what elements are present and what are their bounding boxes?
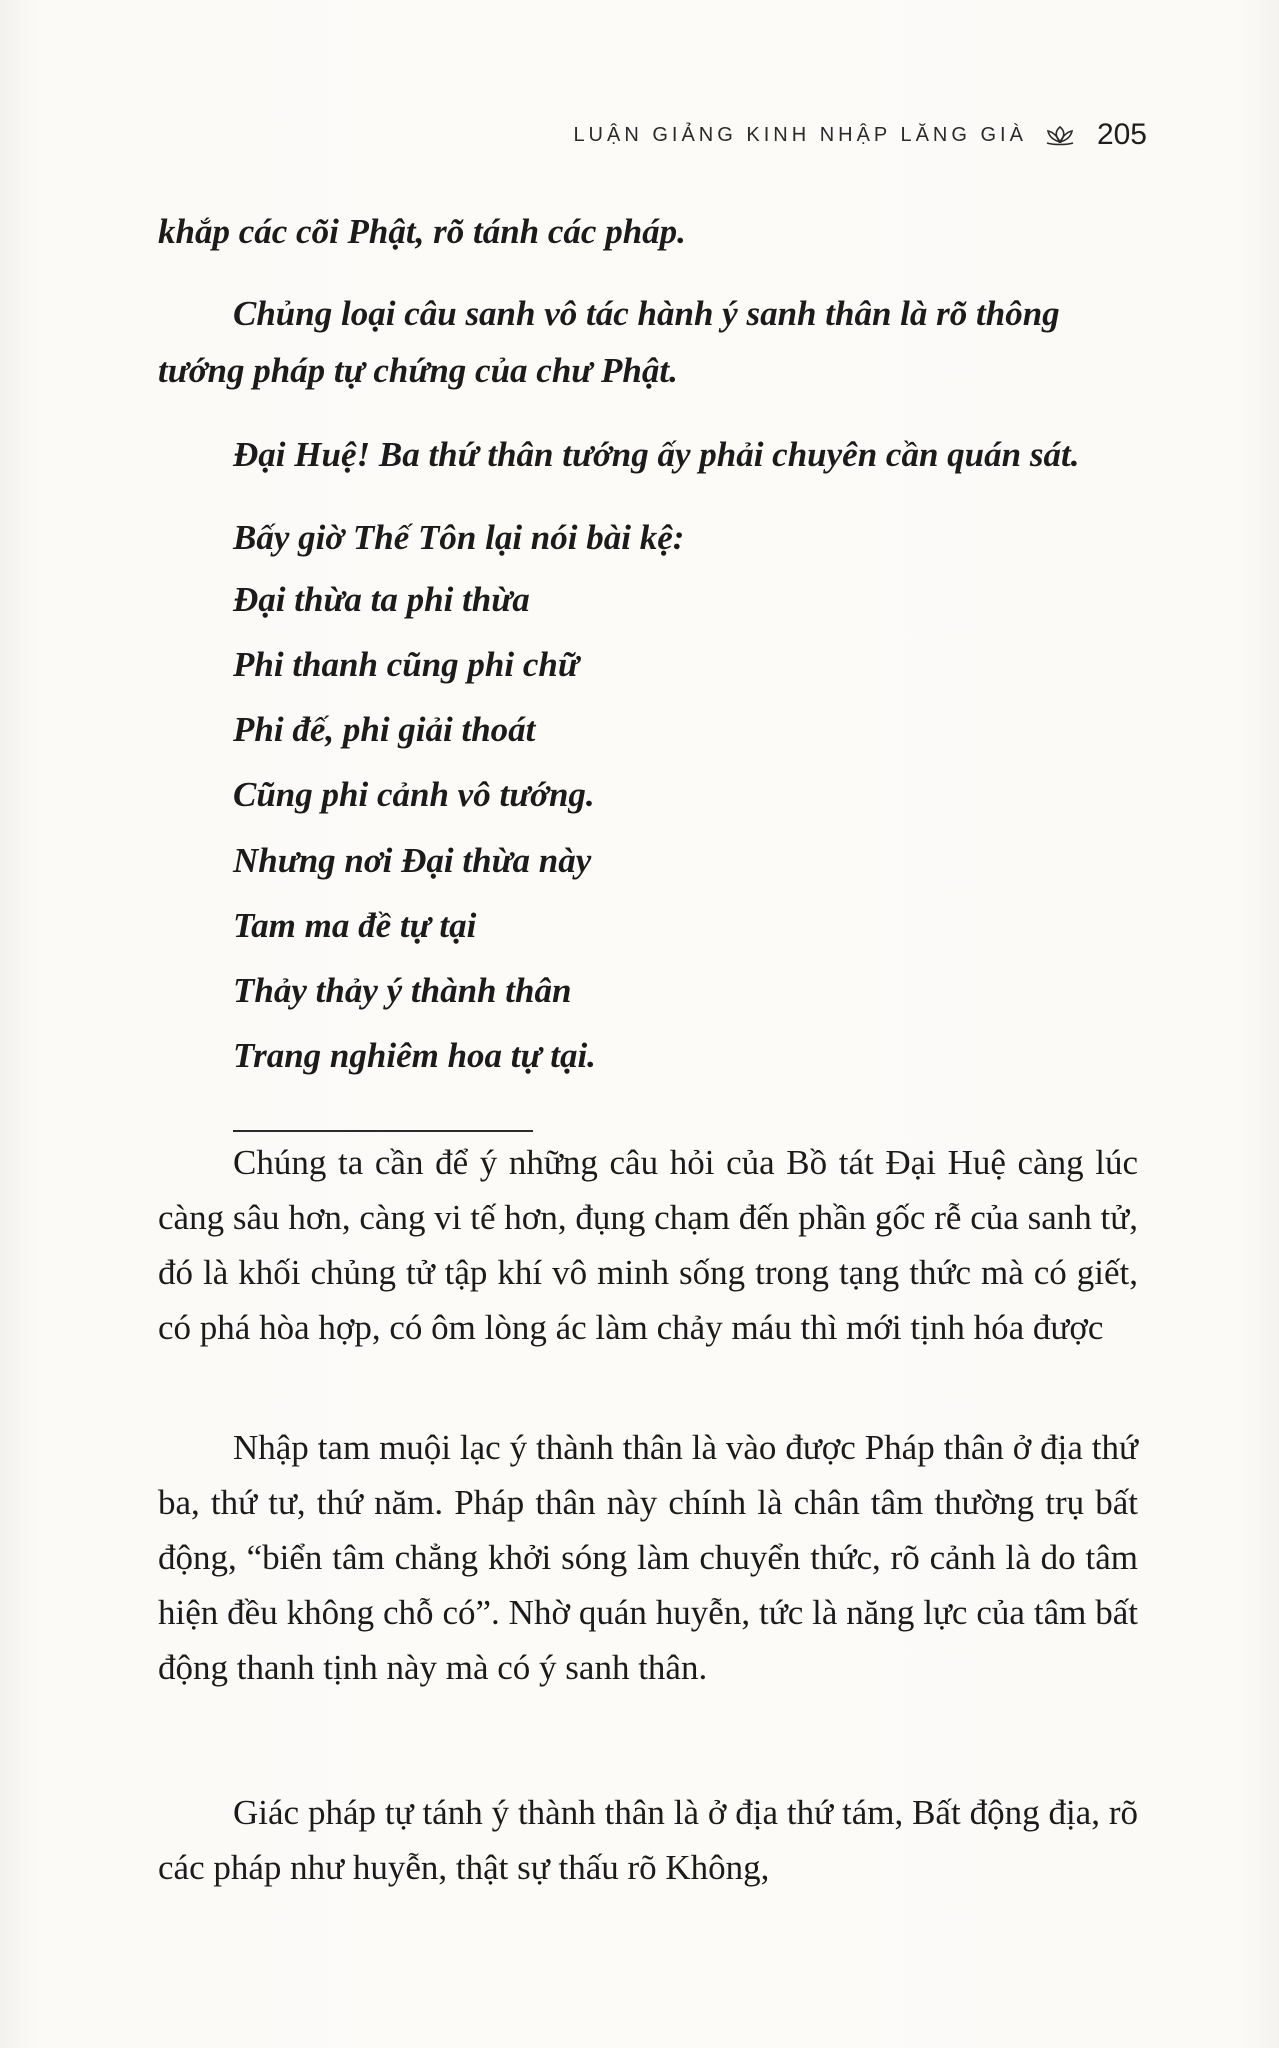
section-divider (233, 1130, 533, 1132)
gatha-line: Trang nghiêm hoa tự tại. (233, 1036, 596, 1075)
gatha-line: Đại thừa ta phi thừa (233, 580, 530, 619)
verse-line: khắp các cõi Phật, rõ tánh các pháp. (158, 212, 686, 251)
gatha-line: Phi đế, phi giải thoát (233, 710, 536, 749)
page-number: 205 (1096, 118, 1147, 151)
verse-line: Bấy giờ Thế Tôn lại nói bài kệ: (233, 518, 685, 557)
running-title: LUẬN GIẢNG KINH NHẬP LĂNG GIÀ (573, 123, 1027, 146)
verse-line: tướng pháp tự chứng của chư Phật. (158, 351, 678, 390)
gatha-line: Tam ma đề tự tại (233, 906, 477, 945)
commentary-paragraph: Nhập tam muội lạc ý thành thân là vào được Pháp thân ở địa thứ ba, thứ tư, thứ năm. Pháp thân này chính là chân tâm thường trụ bất động, “biển tâm chẳng khởi sóng làm chuyển thức, rõ cảnh là do tâm hiện đều không chỗ có”. Nhờ quán huyễn, tức là năng lực của tâm bất động thanh tịnh này mà có ý sanh thân. (158, 1428, 1138, 1687)
gatha-line: Nhưng nơi Đại thừa này (233, 841, 592, 880)
commentary-paragraph: Chúng ta cần để ý những câu hỏi của Bồ tát Đại Huệ càng lúc càng sâu hơn, càng vi tế hơn, đụng chạm đến phần gốc rễ của sanh tử, đó là khối chủng tử tập khí vô minh sống trong tạng thức mà có giết, có phá hòa hợp, có ôm lòng ác làm chảy máu thì mới tịnh hóa được (158, 1143, 1138, 1347)
gatha-line: Cũng phi cảnh vô tướng. (233, 775, 595, 814)
commentary-paragraph: Giác pháp tự tánh ý thành thân là ở địa thứ tám, Bất động địa, rõ các pháp như huyễn, thật sự thấu rõ Không, (158, 1793, 1138, 1887)
page-header (573, 118, 1147, 152)
verse-line: Đại Huệ! Ba thứ thân tướng ấy phải chuyên cần quán sát. (233, 435, 1080, 474)
verse-line: Chủng loại câu sanh vô tác hành ý sanh thân là rõ thông (233, 294, 1060, 333)
gatha-line: Phi thanh cũng phi chữ (233, 645, 579, 684)
gatha-line: Thảy thảy ý thành thân (233, 971, 572, 1010)
lotus-icon (1041, 124, 1079, 146)
